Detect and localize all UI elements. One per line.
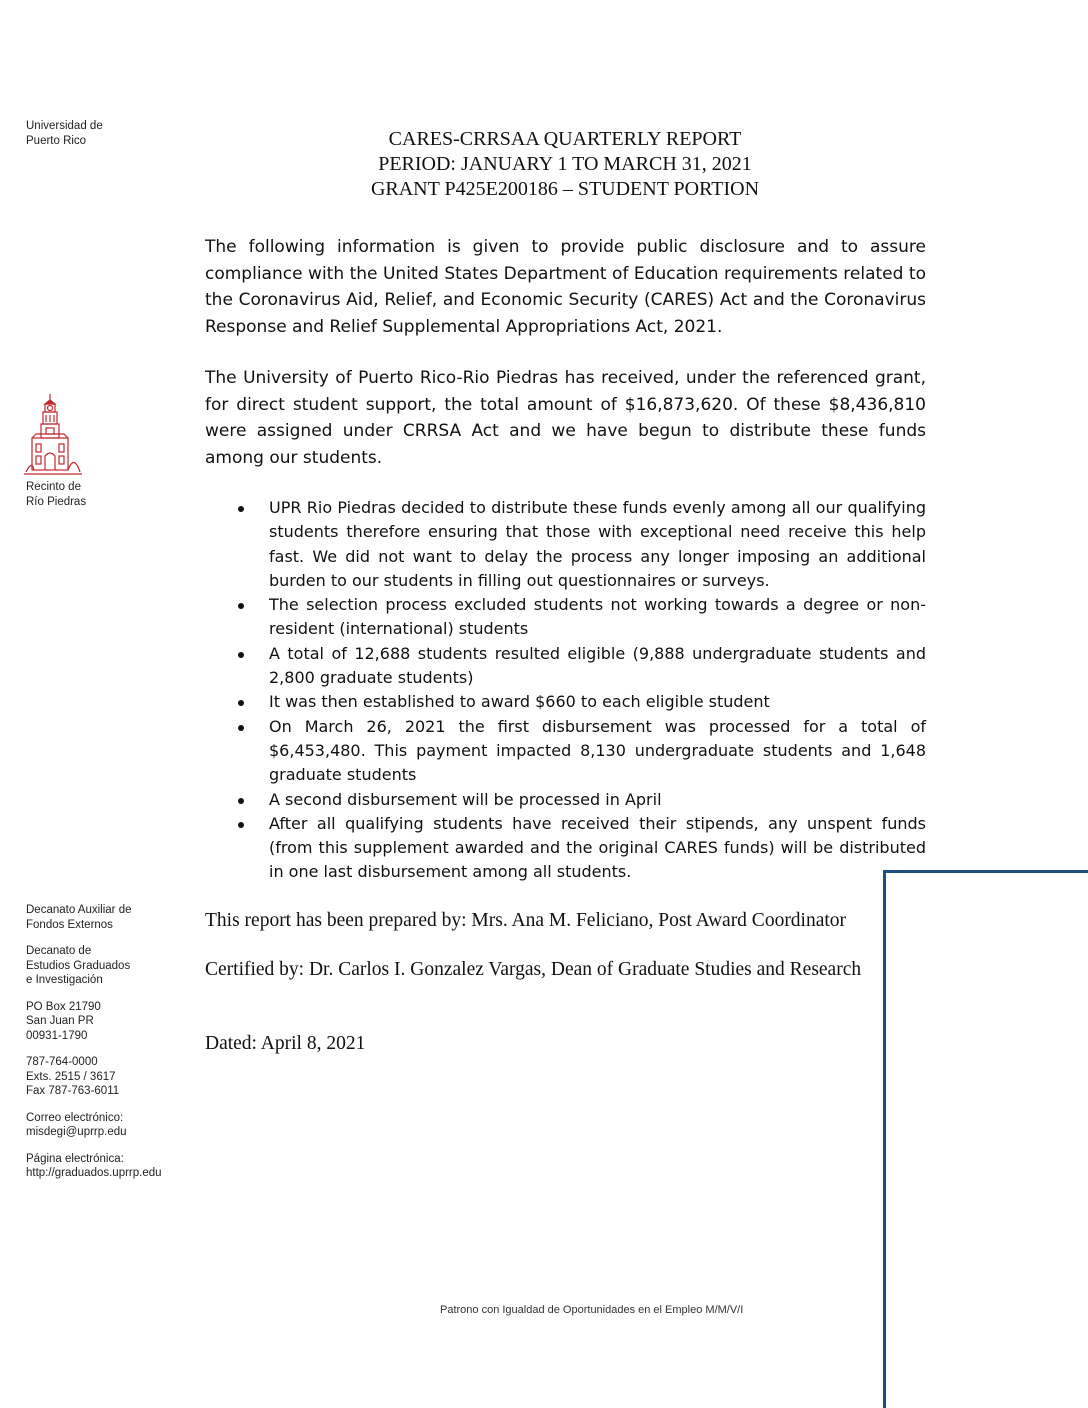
university-line: Universidad de <box>26 120 103 132</box>
campus-line: Recinto de <box>26 481 81 493</box>
bullet-icon <box>238 798 244 804</box>
bullet-list <box>232 496 926 885</box>
funding-paragraph: The University of Puerto Rico-Rio Piedras has received, under the referenced grant, for direct student support, the total amount of $16,873,620. Of these $8,436,810 were assigned under CRRSA Act and we have begun to distribute these funds among our students. <box>205 368 926 468</box>
bullet-text: UPR Rio Piedras decided to distribute these funds evenly among all our qualifying students therefore ensuring that those with exceptional need receive this help fast. We did not want to delay the process any longer imposing an additional burden to our students in filling out questionnaires or surveys. <box>269 498 926 590</box>
bullet-text: A total of 12,688 students resulted eligible (9,888 undergraduate students and 2,800 graduate students) <box>269 643 926 688</box>
bullet-icon <box>238 700 244 706</box>
list-item <box>232 788 926 812</box>
contact-line: Fax 787-763-6011 <box>26 1085 120 1097</box>
bullet-text: It was then established to award $660 to each eligible student <box>269 692 770 712</box>
campus-line: Río Piedras <box>26 495 87 508</box>
phone-block <box>26 1055 176 1099</box>
title-line: GRANT P425E200186 – STUDENT PORTION <box>370 178 760 200</box>
contact-line: Decanato de <box>26 945 92 957</box>
certified-by: Certified by: Dr. Carlos I. Gonzalez Vargas, Dean of Graduate Studies and Research <box>205 959 862 980</box>
contact-line: PO Box 21790 <box>26 1000 101 1013</box>
list-item <box>232 642 926 691</box>
email-address: misdegi@uprrp.edu <box>26 1126 127 1138</box>
contact-line: 787-764-0000 <box>26 1056 98 1068</box>
university-line: Puerto Rico <box>26 134 87 147</box>
contact-line: Correo electrónico: <box>26 1111 124 1124</box>
title-line: PERIOD: JANUARY 1 TO MARCH 31, 2021 <box>378 153 752 175</box>
list-item <box>232 690 926 714</box>
contact-info <box>26 903 176 1193</box>
website-url: http://graduados.uprrp.edu <box>26 1167 162 1179</box>
bullet-icon <box>238 822 244 828</box>
address-block <box>26 1000 176 1044</box>
title-line: CARES-CRRSAA QUARTERLY REPORT <box>388 128 742 150</box>
list-item <box>232 812 926 885</box>
office-block <box>26 903 176 932</box>
footer-note: Patrono con Igualdad de Oportunidades en el Empleo M/M/V/I <box>440 1304 744 1316</box>
bullet-icon <box>238 506 244 512</box>
list-item <box>232 496 926 593</box>
bullet-icon <box>238 725 244 731</box>
email-block <box>26 1111 176 1140</box>
bullet-text: The selection process excluded students not working towards a degree or non-resident (international) students <box>269 595 926 639</box>
contact-line: 00931-1790 <box>26 1029 88 1042</box>
report-date: Dated: April 8, 2021 <box>205 1033 366 1054</box>
list-item <box>232 593 926 642</box>
contact-line: e Investigación <box>26 974 103 986</box>
contact-line: San Juan PR <box>26 1015 94 1027</box>
contact-line: Página electrónica: <box>26 1152 124 1165</box>
bullet-icon <box>238 652 244 658</box>
clock-tower-icon <box>24 392 82 476</box>
website-block <box>26 1152 176 1181</box>
list-item <box>232 715 926 788</box>
university-name <box>26 119 176 148</box>
dean-block <box>26 944 176 988</box>
campus-name <box>26 480 176 509</box>
crop-mark-vertical <box>883 870 886 1408</box>
intro-paragraph: The following information is given to provide public disclosure and to assure compliance with the United States Department of Education requirements related to the Coronavirus Aid, Relief, and Economic Security (CARES) Act and the Coronavirus Response and Relief Supplemental Appropriations Act, 2021. <box>205 237 926 337</box>
contact-line: Fondos Externos <box>26 918 113 931</box>
bullet-text: A second disbursement will be processed in April <box>269 789 662 809</box>
bullet-icon <box>238 603 244 609</box>
report-title <box>204 127 926 202</box>
contact-line: Exts. 2515 / 3617 <box>26 1070 116 1083</box>
crop-mark-horizontal <box>884 870 1088 873</box>
prepared-by: This report has been prepared by: Mrs. Ana M. Feliciano, Post Award Coordinator <box>205 910 847 931</box>
bullet-text: After all qualifying students have received their stipends, any unspent funds (from this supplement awarded and the original CARES funds) will be distributed in one last disbursement among all students. <box>269 813 926 882</box>
contact-line: Decanato Auxiliar de <box>26 904 132 916</box>
bullet-text: On March 26, 2021 the first disbursement was processed for a total of $6,453,480. This payment impacted 8,130 undergraduate students and 1,648 graduate students <box>269 716 926 785</box>
contact-line: Estudios Graduados <box>26 959 131 972</box>
